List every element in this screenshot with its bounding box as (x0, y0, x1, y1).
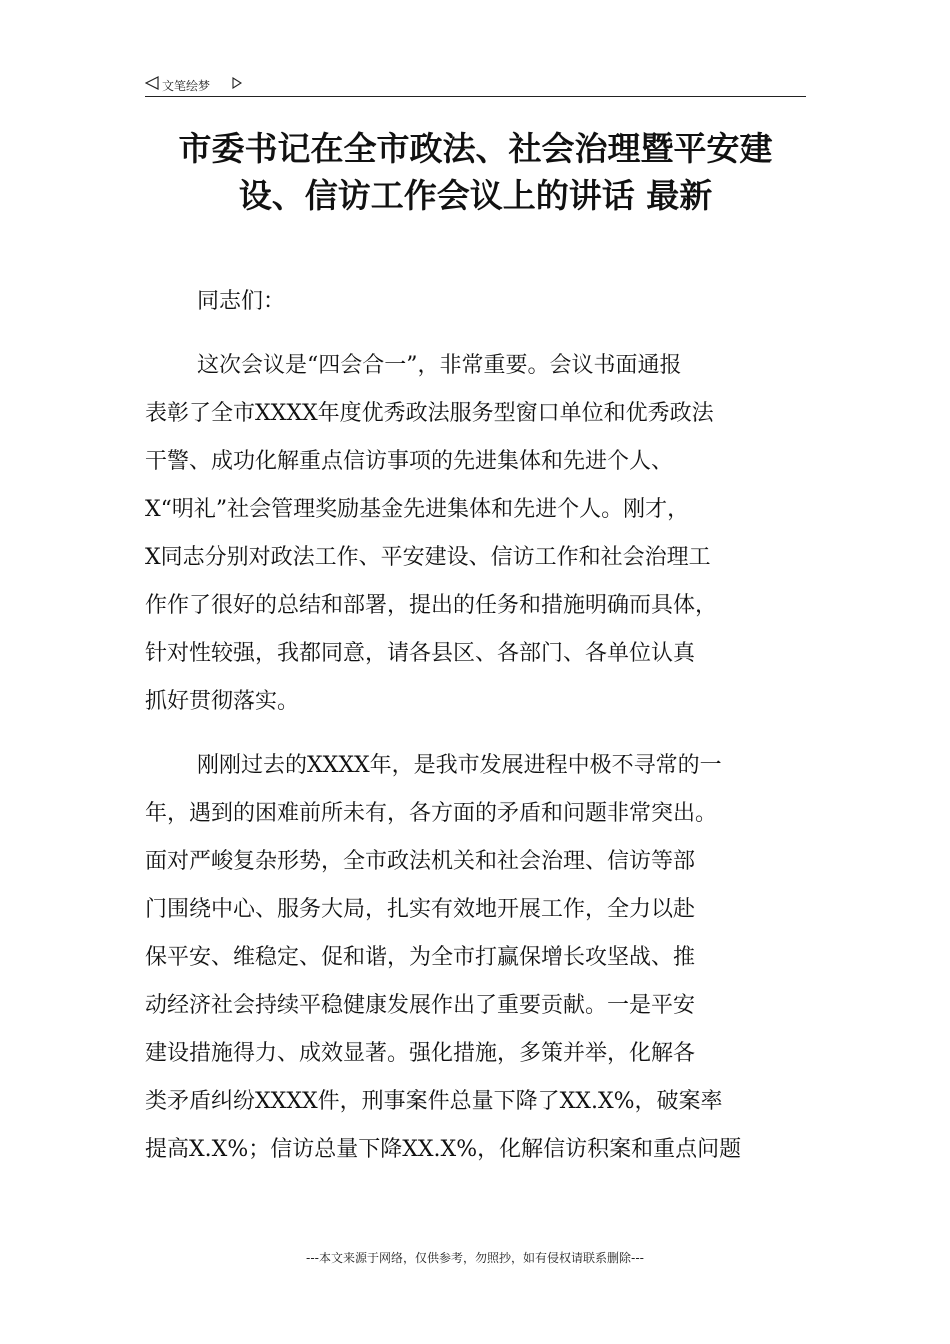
paragraph-line: 年，遇到的困难前所未有，各方面的矛盾和问题非常突出。 (145, 801, 718, 826)
paragraph-1 (145, 342, 806, 726)
paragraph-line: 保平安、维稳定、促和谐，为全市打赢保增长攻坚战、推 (145, 945, 696, 970)
title-line-2: 设、信访工作会议上的讲话 最新 (238, 176, 713, 215)
paragraph-line: 抓好贯彻落实。 (145, 689, 300, 714)
paragraph-line: 针对性较强，我都同意，请各县区、各部门、各单位认真 (145, 641, 696, 666)
paragraph-line: 建设措施得力、成效显著。强化措施，多策并举，化解各 (145, 1041, 696, 1066)
paragraph-line: 动经济社会持续平稳健康发展作出了重要贡献。一是平安 (145, 993, 696, 1018)
greeting: 同志们： (197, 289, 286, 314)
document-footer: ---本文来源于网络，仅供参考，勿照抄，如有侵权请联系删除--- (306, 1251, 644, 1265)
document-header (145, 74, 806, 97)
paragraph-line: 作作了很好的总结和部署，提出的任务和措施明确而具体， (145, 593, 718, 618)
paragraph-line: 面对严峻复杂形势，全市政法机关和社会治理、信访等部 (145, 849, 696, 874)
paragraph-line: 这次会议是“四会合一”，非常重要。会议书面通报 (197, 353, 682, 378)
paragraph-line: X“明礼”社会管理奖励基金先进集体和先进个人。刚才， (145, 497, 690, 522)
triangle-left-icon (145, 76, 159, 90)
triangle-right-icon (232, 77, 242, 89)
paragraph-line: 刚刚过去的XXXX年，是我市发展进程中极不寻常的一 (197, 753, 722, 778)
document-title (145, 125, 806, 219)
greeting-paragraph (145, 278, 806, 326)
paragraph-line: 表彰了全市XXXX年度优秀政法服务型窗口单位和优秀政法 (145, 401, 714, 426)
paragraph-2 (145, 742, 806, 1174)
paragraph-line: 提高X.X%；信访总量下降XX.X%，化解信访积案和重点问题 (145, 1137, 742, 1162)
paragraph-line: 类矛盾纠纷XXXX件，刑事案件总量下降了XX.X%，破案率 (145, 1089, 723, 1114)
document-body (145, 278, 806, 1174)
title-line-1: 市委书记在全市政法、社会治理暨平安建 (178, 129, 773, 168)
paragraph-line: X同志分别对政法工作、平安建设、信访工作和社会治理工 (145, 545, 711, 570)
paragraph-line: 门围绕中心、服务大局，扎实有效地开展工作，全力以赴 (145, 897, 696, 922)
paragraph-line: 干警、成功化解重点信访事项的先进集体和先进个人、 (145, 449, 674, 474)
header-brand: 文笔绘梦 (162, 79, 211, 93)
